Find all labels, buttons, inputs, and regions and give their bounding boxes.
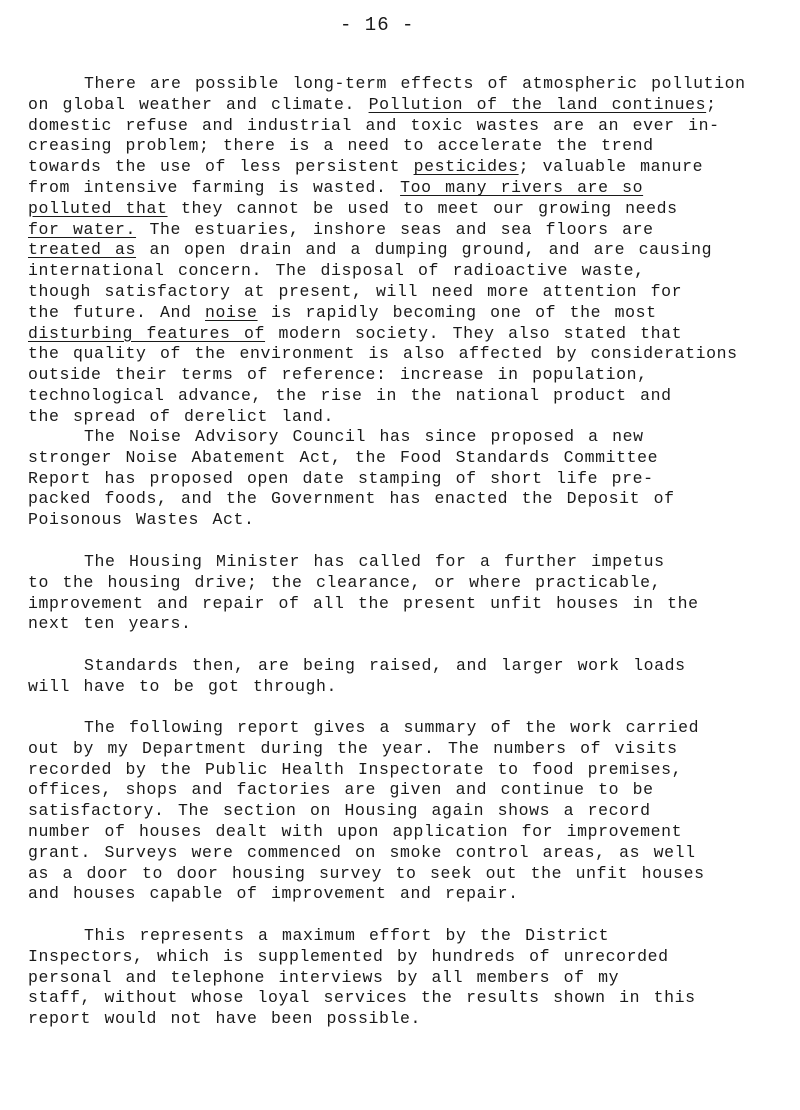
text-line xyxy=(28,864,798,885)
text-segment: ; valuable manure xyxy=(518,157,704,177)
text-segment: stronger Noise Abatement Act, the Food Standards Committee xyxy=(28,447,659,467)
text-segment: The Housing Minister has called for a further impetus xyxy=(84,552,665,571)
underlined-text: noise xyxy=(205,302,258,322)
paragraph-noise-council xyxy=(28,427,798,531)
text-line xyxy=(28,74,798,95)
text-segment: Report has proposed open date stamping of short life pre- xyxy=(28,468,654,488)
text-segment: The following report gives a summary of the work carried xyxy=(84,718,700,737)
text-segment: staff, without whose loyal services the results shown in this xyxy=(28,988,696,1008)
text-segment: The estuaries, inshore seas and sea floors are xyxy=(136,219,654,239)
text-segment: Inspectors, which is supplemented by hundreds of unrecorded xyxy=(28,946,669,966)
text-line xyxy=(28,344,798,365)
text-line xyxy=(28,240,798,261)
paragraph-pollution xyxy=(28,74,798,428)
text-segment: they cannot be used to meet our growing needs xyxy=(167,198,678,218)
text-segment: domestic refuse and industrial and toxic wastes are an ever in- xyxy=(28,115,720,135)
text-line xyxy=(28,116,798,137)
text-segment: creasing problem; there is a need to accelerate the trend xyxy=(28,136,654,156)
text-line xyxy=(28,324,798,345)
text-line xyxy=(28,261,798,282)
text-segment: an open drain and a dumping ground, and are causing xyxy=(136,240,713,260)
text-segment: There are possible long-term effects of atmospheric pollution xyxy=(84,74,746,93)
text-segment: Poisonous Wastes Act. xyxy=(28,510,255,530)
text-line xyxy=(28,822,798,843)
text-segment: towards the use of less persistent xyxy=(28,157,414,177)
text-segment: Standards then, are being raised, and larger work loads xyxy=(84,656,686,675)
text-line xyxy=(28,801,798,822)
text-line xyxy=(28,677,798,698)
underlined-text: treated as xyxy=(28,240,137,260)
text-line xyxy=(28,178,798,199)
text-segment: the spread of derelict land. xyxy=(28,406,335,426)
text-segment: grant. Surveys were commenced on smoke control areas, as well xyxy=(28,842,696,862)
paragraph-standards xyxy=(28,656,798,698)
text-segment: international concern. The disposal of radioactive waste, xyxy=(28,261,645,281)
paragraph-report-summary xyxy=(28,718,798,905)
text-line xyxy=(28,407,798,428)
text-segment: report would not have been possible. xyxy=(28,1009,422,1029)
text-segment: recorded by the Public Health Inspectorate to food premises, xyxy=(28,759,683,779)
text-segment: The Noise Advisory Council has since proposed a new xyxy=(84,427,644,446)
text-segment: out by my Department during the year. The numbers of visits xyxy=(28,738,678,758)
text-line xyxy=(28,760,798,781)
text-line xyxy=(28,510,798,531)
text-line xyxy=(28,365,798,386)
text-segment: to the housing drive; the clearance, or where practicable, xyxy=(28,572,662,592)
text-segment: will have to be got through. xyxy=(28,676,338,696)
text-segment: ; xyxy=(706,94,717,114)
text-line xyxy=(28,427,798,448)
text-segment: packed foods, and the Government has enacted the Deposit of xyxy=(28,489,675,509)
text-line xyxy=(28,199,798,220)
text-line xyxy=(28,157,798,178)
text-line xyxy=(28,386,798,407)
text-segment: modern society. They also stated that xyxy=(265,323,683,343)
text-line xyxy=(28,718,798,739)
text-line xyxy=(28,947,798,968)
text-line xyxy=(28,968,798,989)
text-segment: outside their terms of reference: increase in population, xyxy=(28,365,648,385)
underlined-text: for water. xyxy=(28,219,137,239)
text-line xyxy=(28,926,798,947)
underlined-text: Pollution of the land continues xyxy=(368,94,707,114)
underlined-text: Too many rivers are so xyxy=(400,177,644,197)
text-line xyxy=(28,884,798,905)
text-segment: improvement and repair of all the present unfit houses in the xyxy=(28,593,699,613)
text-segment: technological advance, the rise in the national product and xyxy=(28,385,672,405)
text-segment: on global weather and climate. xyxy=(28,94,369,114)
text-line xyxy=(28,843,798,864)
text-segment: personal and telephone interviews by all members of my xyxy=(28,967,620,987)
text-line xyxy=(28,136,798,157)
text-line xyxy=(28,780,798,801)
page-number: - 16 - xyxy=(340,14,415,36)
text-line xyxy=(28,220,798,241)
text-segment: as a door to door housing survey to seek out the unfit houses xyxy=(28,863,705,883)
paragraph-housing-minister xyxy=(28,552,798,635)
text-line xyxy=(28,656,798,677)
text-line xyxy=(28,469,798,490)
text-segment: the quality of the environment is also affected by considerations xyxy=(28,344,738,364)
underlined-text: disturbing features of xyxy=(28,323,266,343)
text-segment: This represents a maximum effort by the District xyxy=(84,926,610,945)
text-line xyxy=(28,552,798,573)
text-segment: though satisfactory at present, will need more attention for xyxy=(28,281,683,301)
text-segment: and houses capable of improvement and repair. xyxy=(28,884,519,904)
text-line xyxy=(28,448,798,469)
text-segment: from intensive farming is wasted. xyxy=(28,177,401,197)
text-segment: the future. And xyxy=(28,302,206,322)
text-line xyxy=(28,95,798,116)
text-line xyxy=(28,594,798,615)
text-line xyxy=(28,988,798,1009)
text-line xyxy=(28,573,798,594)
text-segment: is rapidly becoming one of the most xyxy=(257,302,657,322)
underlined-text: pesticides xyxy=(413,157,519,177)
text-line xyxy=(28,739,798,760)
text-line xyxy=(28,282,798,303)
text-line xyxy=(28,303,798,324)
text-segment: next ten years. xyxy=(28,614,192,634)
text-line xyxy=(28,614,798,635)
underlined-text: polluted that xyxy=(28,198,168,218)
text-line xyxy=(28,1009,798,1030)
text-segment: satisfactory. The section on Housing again shows a record xyxy=(28,801,651,821)
text-segment: number of houses dealt with upon application for improvement xyxy=(28,821,683,841)
text-segment: offices, shops and factories are given and continue to be xyxy=(28,780,654,800)
text-line xyxy=(28,489,798,510)
paragraph-district-inspectors xyxy=(28,926,798,1030)
